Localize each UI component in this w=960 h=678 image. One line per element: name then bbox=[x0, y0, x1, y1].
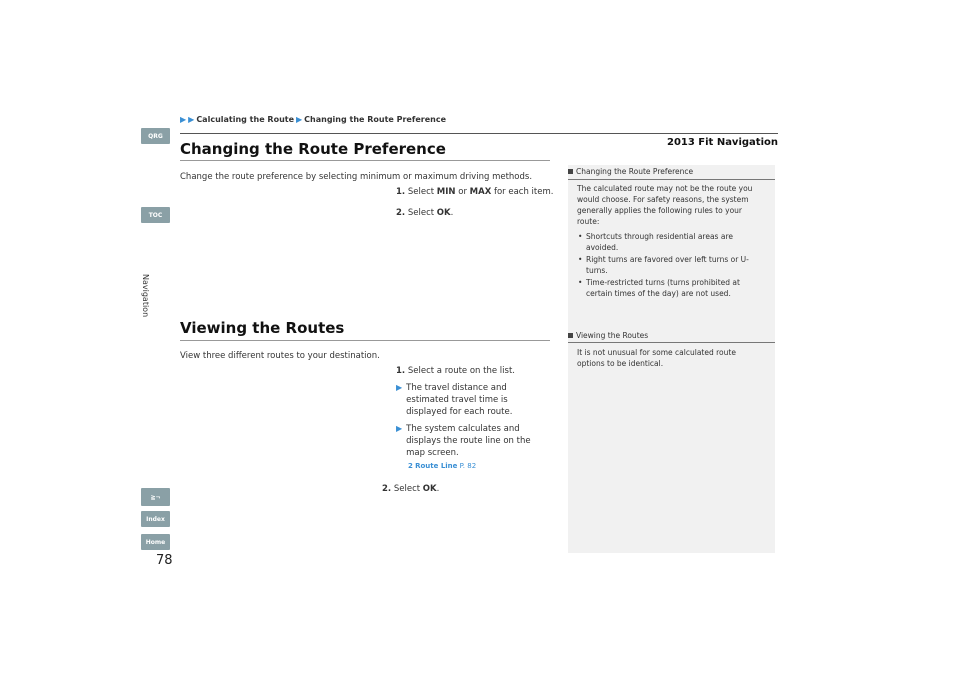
section-label bbox=[141, 224, 164, 318]
toc-tab[interactable]: TOC bbox=[141, 207, 170, 223]
voice-command-tab[interactable] bbox=[141, 488, 170, 506]
note-divider bbox=[568, 179, 775, 180]
voice-icon: ≧¬ bbox=[150, 493, 161, 501]
arrow-right-icon: ▶ bbox=[180, 115, 187, 124]
home-tab[interactable]: Home bbox=[141, 534, 170, 550]
breadcrumb-current: Changing the Route Preference bbox=[304, 115, 446, 124]
link-icon: 2 bbox=[408, 462, 413, 470]
note-bullet-list bbox=[577, 231, 767, 299]
header-divider bbox=[180, 133, 778, 134]
index-tab[interactable]: Index bbox=[141, 511, 170, 527]
note-body: The calculated route may not be the route you would choose. For safety reasons, the system generally applies the following rules to your route: • Shortcuts through residential areas are avoided. • Right turns are favored over left turns or U-turns. • Time-restricted turns (turns prohibited at certain times of the day) are not used. bbox=[577, 183, 767, 300]
section-intro: View three different routes to your destination. bbox=[180, 351, 380, 361]
qrg-tab[interactable]: QRG bbox=[141, 128, 170, 144]
heading-rule bbox=[180, 160, 550, 161]
note-divider bbox=[568, 342, 775, 343]
section-title-viewing-routes: Viewing the Routes bbox=[180, 319, 345, 337]
section-intro: Change the route preference by selecting minimum or maximum driving methods. bbox=[180, 172, 533, 182]
result-2: ▶ The system calculates and displays the route line on the map screen. bbox=[396, 424, 531, 458]
step-1: 1. Select MIN or MAX for each item. bbox=[396, 187, 554, 197]
min-label: MIN bbox=[436, 187, 456, 197]
result-1: ▶ The travel distance and estimated travel time is displayed for each route. bbox=[396, 383, 513, 417]
arrow-right-icon: ▶ bbox=[296, 115, 303, 124]
note-heading: Viewing the Routes bbox=[568, 331, 648, 340]
arrow-right-icon: ▶ bbox=[188, 115, 195, 124]
step-2: 2. Select OK. bbox=[382, 484, 440, 494]
breadcrumb-link-calculating-route[interactable]: Calculating the Route bbox=[196, 115, 295, 124]
ok-label: OK bbox=[422, 484, 437, 494]
breadcrumb bbox=[180, 115, 446, 124]
section-label-text: Navigation bbox=[141, 274, 150, 318]
section-title-route-preference: Changing the Route Preference bbox=[180, 140, 446, 158]
page-number: 78 bbox=[156, 553, 173, 568]
note-marker-icon bbox=[568, 169, 573, 174]
note-marker-icon bbox=[568, 333, 573, 338]
list-item: • Time-restricted turns (turns prohibited at certain times of the day) are not used. bbox=[586, 277, 767, 299]
document-title: 2013 Fit Navigation bbox=[666, 137, 778, 148]
result-arrow-icon: ▶ bbox=[396, 383, 403, 392]
step-1: 1. Select a route on the list. bbox=[396, 366, 515, 376]
max-label: MAX bbox=[469, 187, 492, 197]
step-2: 2. Select OK. bbox=[396, 208, 454, 218]
note-heading: Changing the Route Preference bbox=[568, 167, 693, 176]
heading-rule bbox=[180, 340, 550, 341]
list-item: • Shortcuts through residential areas are avoided. bbox=[586, 231, 767, 253]
note-body: It is not unusual for some calculated route options to be identical. bbox=[577, 348, 736, 368]
result-arrow-icon: ▶ bbox=[396, 424, 403, 433]
list-item: • Right turns are favored over left turns or U-turns. bbox=[586, 254, 767, 276]
ok-label: OK bbox=[436, 208, 451, 218]
route-line-link[interactable]: 2 Route Line P. 82 bbox=[408, 462, 477, 470]
